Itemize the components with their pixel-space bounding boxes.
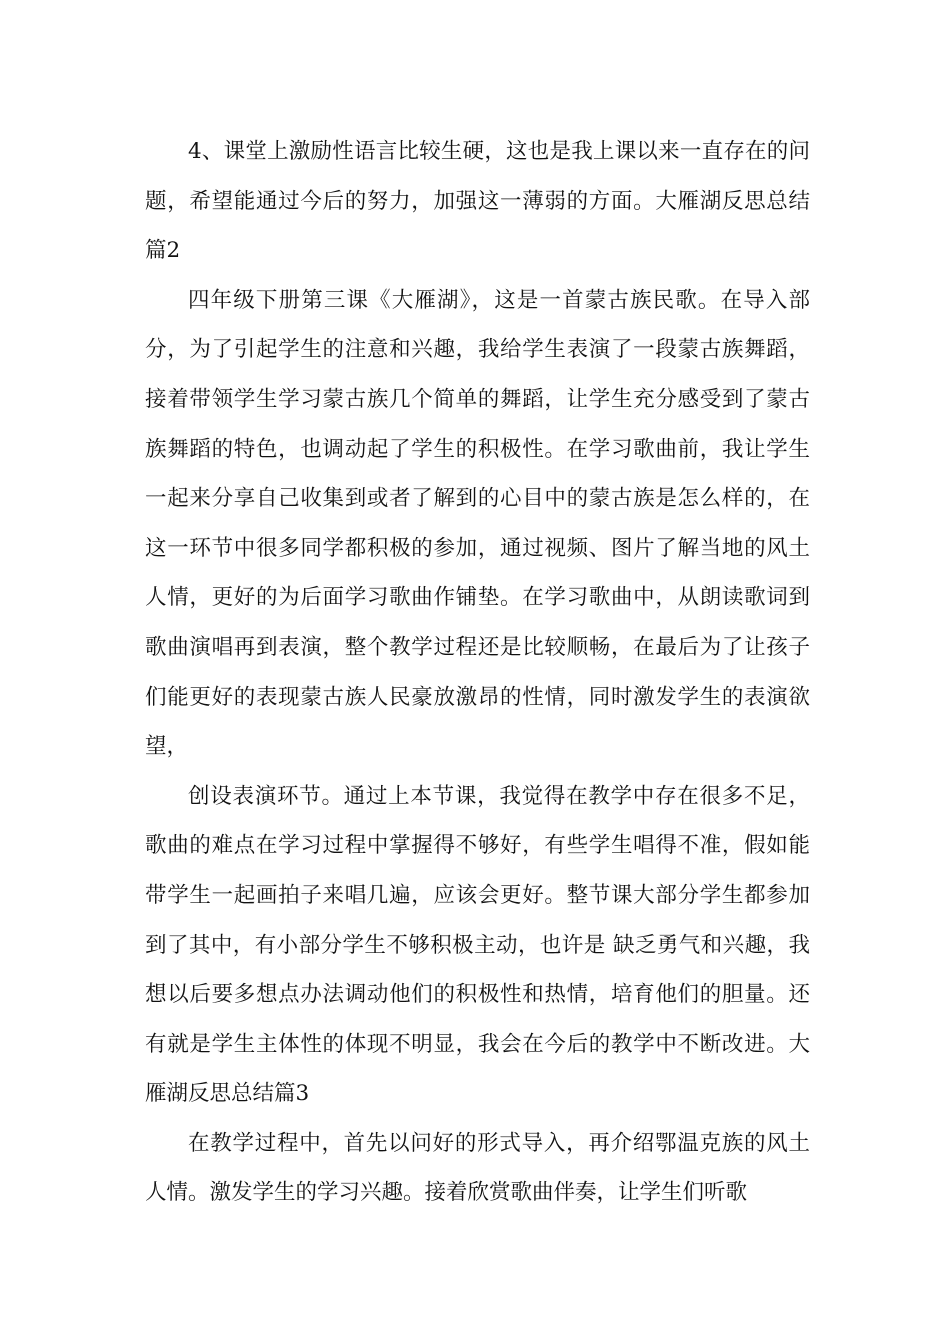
paragraph: 4、课堂上激励性语言比较生硬，这也是我上课以来一直存在的问题，希望能通过今后的努力，加强这一薄弱的方面。大雁湖反思总结篇2 (145, 139, 810, 264)
document-body (145, 127, 810, 1218)
paragraph: 四年级下册第三课《大雁湖》，这是一首蒙古族民歌。在导入部分，为了引起学生的注意和兴趣，我给学生表演了一段蒙古族舞蹈，接着带领学生学习蒙古族几个简单的舞蹈，让学生充分感受到了蒙古族舞蹈的特色，也调动起了学生的积极性。在学习歌曲前，我让学生一起来分享自己收集到或者了解到的心目中的蒙古族是怎么样的，在这一环节中很多同学都积极的参加，通过视频、图片了解当地的风土人情，更好的为后面学习歌曲作铺垫。在学习歌曲中，从朗读歌词到歌曲演唱再到表演，整个教学过程还是比较顺畅，在最后为了让孩子们能更好的表现蒙古族人民豪放激昂的性情，同时激发学生的表演欲望， (145, 287, 810, 760)
paragraph: 创设表演环节。通过上本节课，我觉得在教学中存在很多不足，歌曲的难点在学习过程中掌握得不够好，有些学生唱得不准，假如能带学生一起画拍子来唱几遍，应该会更好。整节课大部分学生都参加到了其中，有小部分学生不够积极主动，也许是 缺乏勇气和兴趣，我想以后要多想点办法调动他们的积极性和热情，培育他们的胆量。还有就是学生主体性的体现不明显，我会在今后的教学中不断改进。大雁湖反思总结篇3 (145, 783, 810, 1107)
paragraph: 在教学过程中，首先以问好的形式导入，再介绍鄂温克族的风土人情。激发学生的学习兴趣。接着欣赏歌曲伴奏，让学生们听歌 (145, 1130, 810, 1206)
